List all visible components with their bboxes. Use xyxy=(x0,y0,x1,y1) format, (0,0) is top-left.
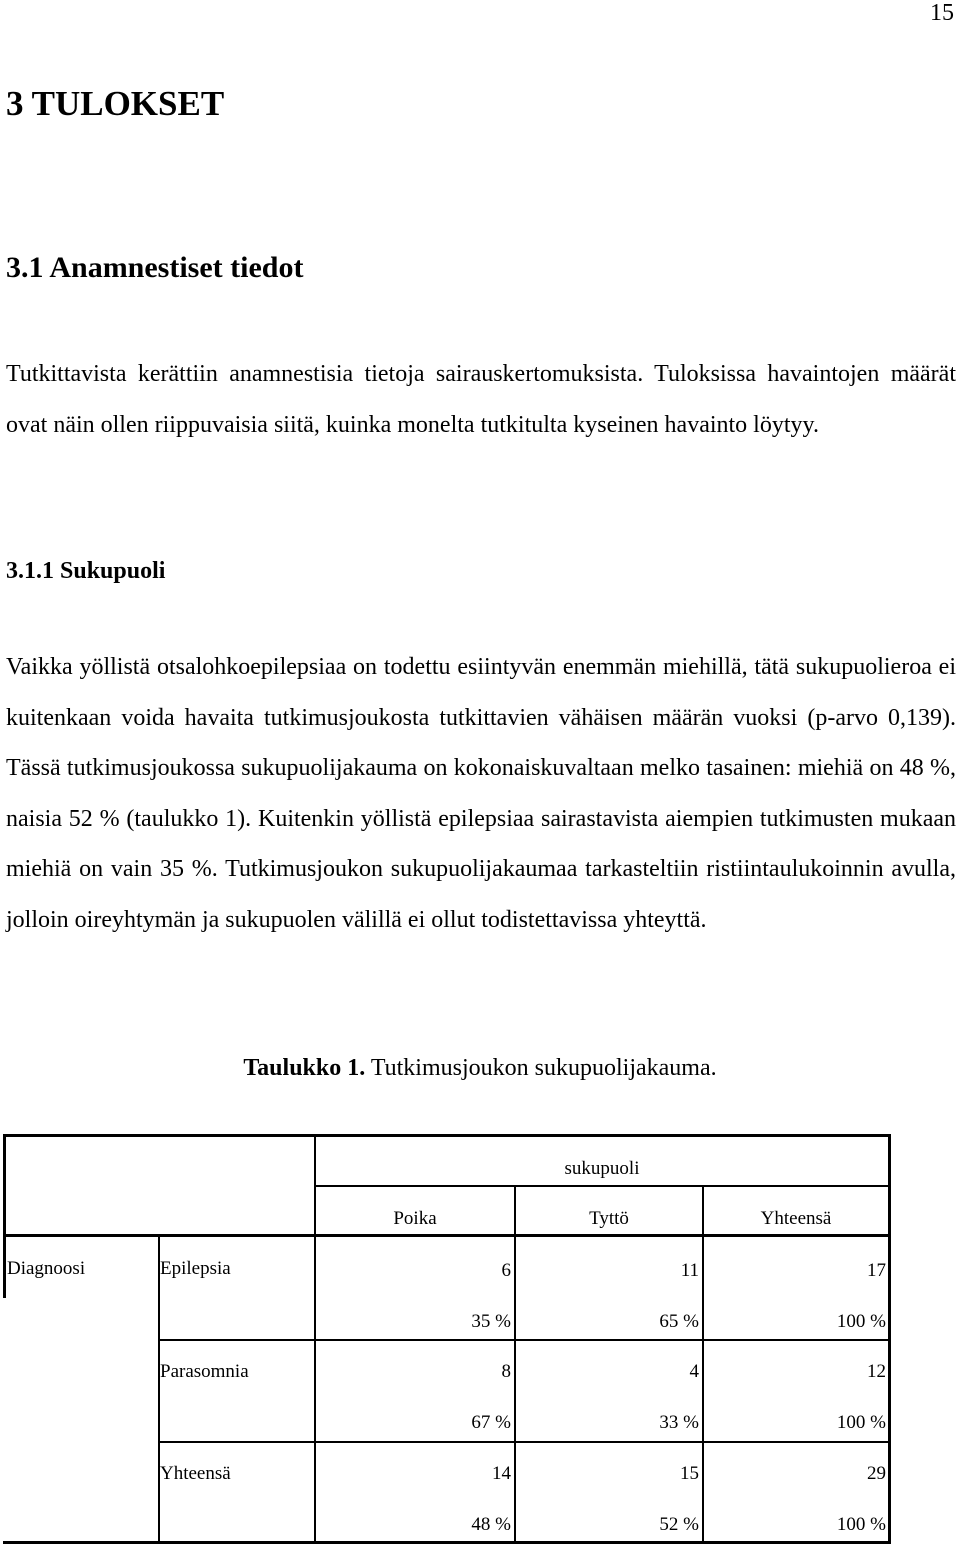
subsection-title: 3.1.1 Sukupuoli xyxy=(6,558,166,584)
cell-percent: 100 % xyxy=(836,1311,886,1332)
cell-count: 14 xyxy=(492,1463,511,1484)
row-label-parasomnia: Parasomnia xyxy=(160,1361,249,1382)
cell-percent: 35 % xyxy=(471,1311,511,1332)
table-border-top-right xyxy=(314,1134,891,1137)
chapter-title: 3 TULOKSET xyxy=(6,84,225,123)
crosstab-table xyxy=(3,1134,891,1544)
cell-percent: 100 % xyxy=(836,1514,886,1535)
body-paragraph: Vaikka yöllistä otsalohkoepilepsiaa on todettu esiintyvän enemmän miehillä, tätä sukupuolieroa ei kuitenkaan voida havaita tutkimusjoukosta tutkittavien vähäisen määrän vuoksi (p-arvo 0,139). Tässä tutkimusjoukossa sukupuolijakauma on kokonaiskuvaltaan melko tasainen: miehiä on 48 %, naisia 52 % (taulukko 1). Kuitenkin yöllistä epilepsiaa sairastavista aiempien tutkimusten mukaan miehiä on vain 35 %. Tutkimusjoukon sukupuolijakaumaa tarkasteltiin ristiintaulukoinnin avulla, jolloin oireyhtymän ja sukupuolen välillä ei ollut todistettavissa yhteyttä. xyxy=(6,654,956,933)
cell-count: 8 xyxy=(501,1361,511,1382)
cell-percent: 67 % xyxy=(471,1412,511,1433)
cell-count: 4 xyxy=(689,1361,699,1382)
cell-count: 17 xyxy=(867,1260,886,1281)
cell-count: 11 xyxy=(680,1260,699,1281)
table-border-bottom xyxy=(3,1541,891,1544)
row-label-yhteensa: Yhteensä xyxy=(160,1463,231,1484)
table-hline-columns xyxy=(3,1234,891,1237)
section-title: 3.1 Anamnestiset tiedot xyxy=(6,251,304,284)
column-header-yhteensa: Yhteensä xyxy=(760,1208,832,1229)
cell-percent: 100 % xyxy=(836,1412,886,1433)
intro-paragraph: Tutkittavista kerättiin anamnestisia tietoja sairauskertomuksista. Tuloksissa havaintojen määrät ovat näin ollen riippuvaisia siitä, kuinka monelta tutkitulta kyseinen havainto löytyy. xyxy=(6,361,956,438)
group-header: sukupuoli xyxy=(564,1158,640,1179)
cell-percent: 33 % xyxy=(659,1412,699,1433)
table-vline-rowlabel xyxy=(158,1234,160,1544)
table-left-edge xyxy=(3,1244,6,1298)
row-label-epilepsia: Epilepsia xyxy=(160,1258,231,1279)
cell-count: 15 xyxy=(680,1463,699,1484)
table-hline-group xyxy=(314,1185,891,1187)
table-caption-label: Taulukko 1. xyxy=(243,1055,366,1081)
cell-percent: 52 % xyxy=(659,1514,699,1535)
page-number: 15 xyxy=(930,0,954,26)
table-hline-row2 xyxy=(158,1441,891,1443)
table-caption xyxy=(0,1052,960,1084)
cell-count: 6 xyxy=(501,1260,511,1281)
cell-percent: 48 % xyxy=(471,1514,511,1535)
cell-percent: 65 % xyxy=(659,1311,699,1332)
table-border-left-header xyxy=(3,1134,6,1244)
table-border-top-left xyxy=(3,1134,314,1137)
column-header-tytto: Tyttö xyxy=(589,1208,629,1229)
cell-count: 29 xyxy=(867,1463,886,1484)
table-hline-row1 xyxy=(158,1339,891,1341)
table-caption-text: Tutkimusjoukon sukupuolijakauma. xyxy=(365,1055,717,1081)
row-variable-label: Diagnoosi xyxy=(7,1258,86,1279)
column-header-poika: Poika xyxy=(393,1208,437,1229)
cell-count: 12 xyxy=(867,1361,886,1382)
